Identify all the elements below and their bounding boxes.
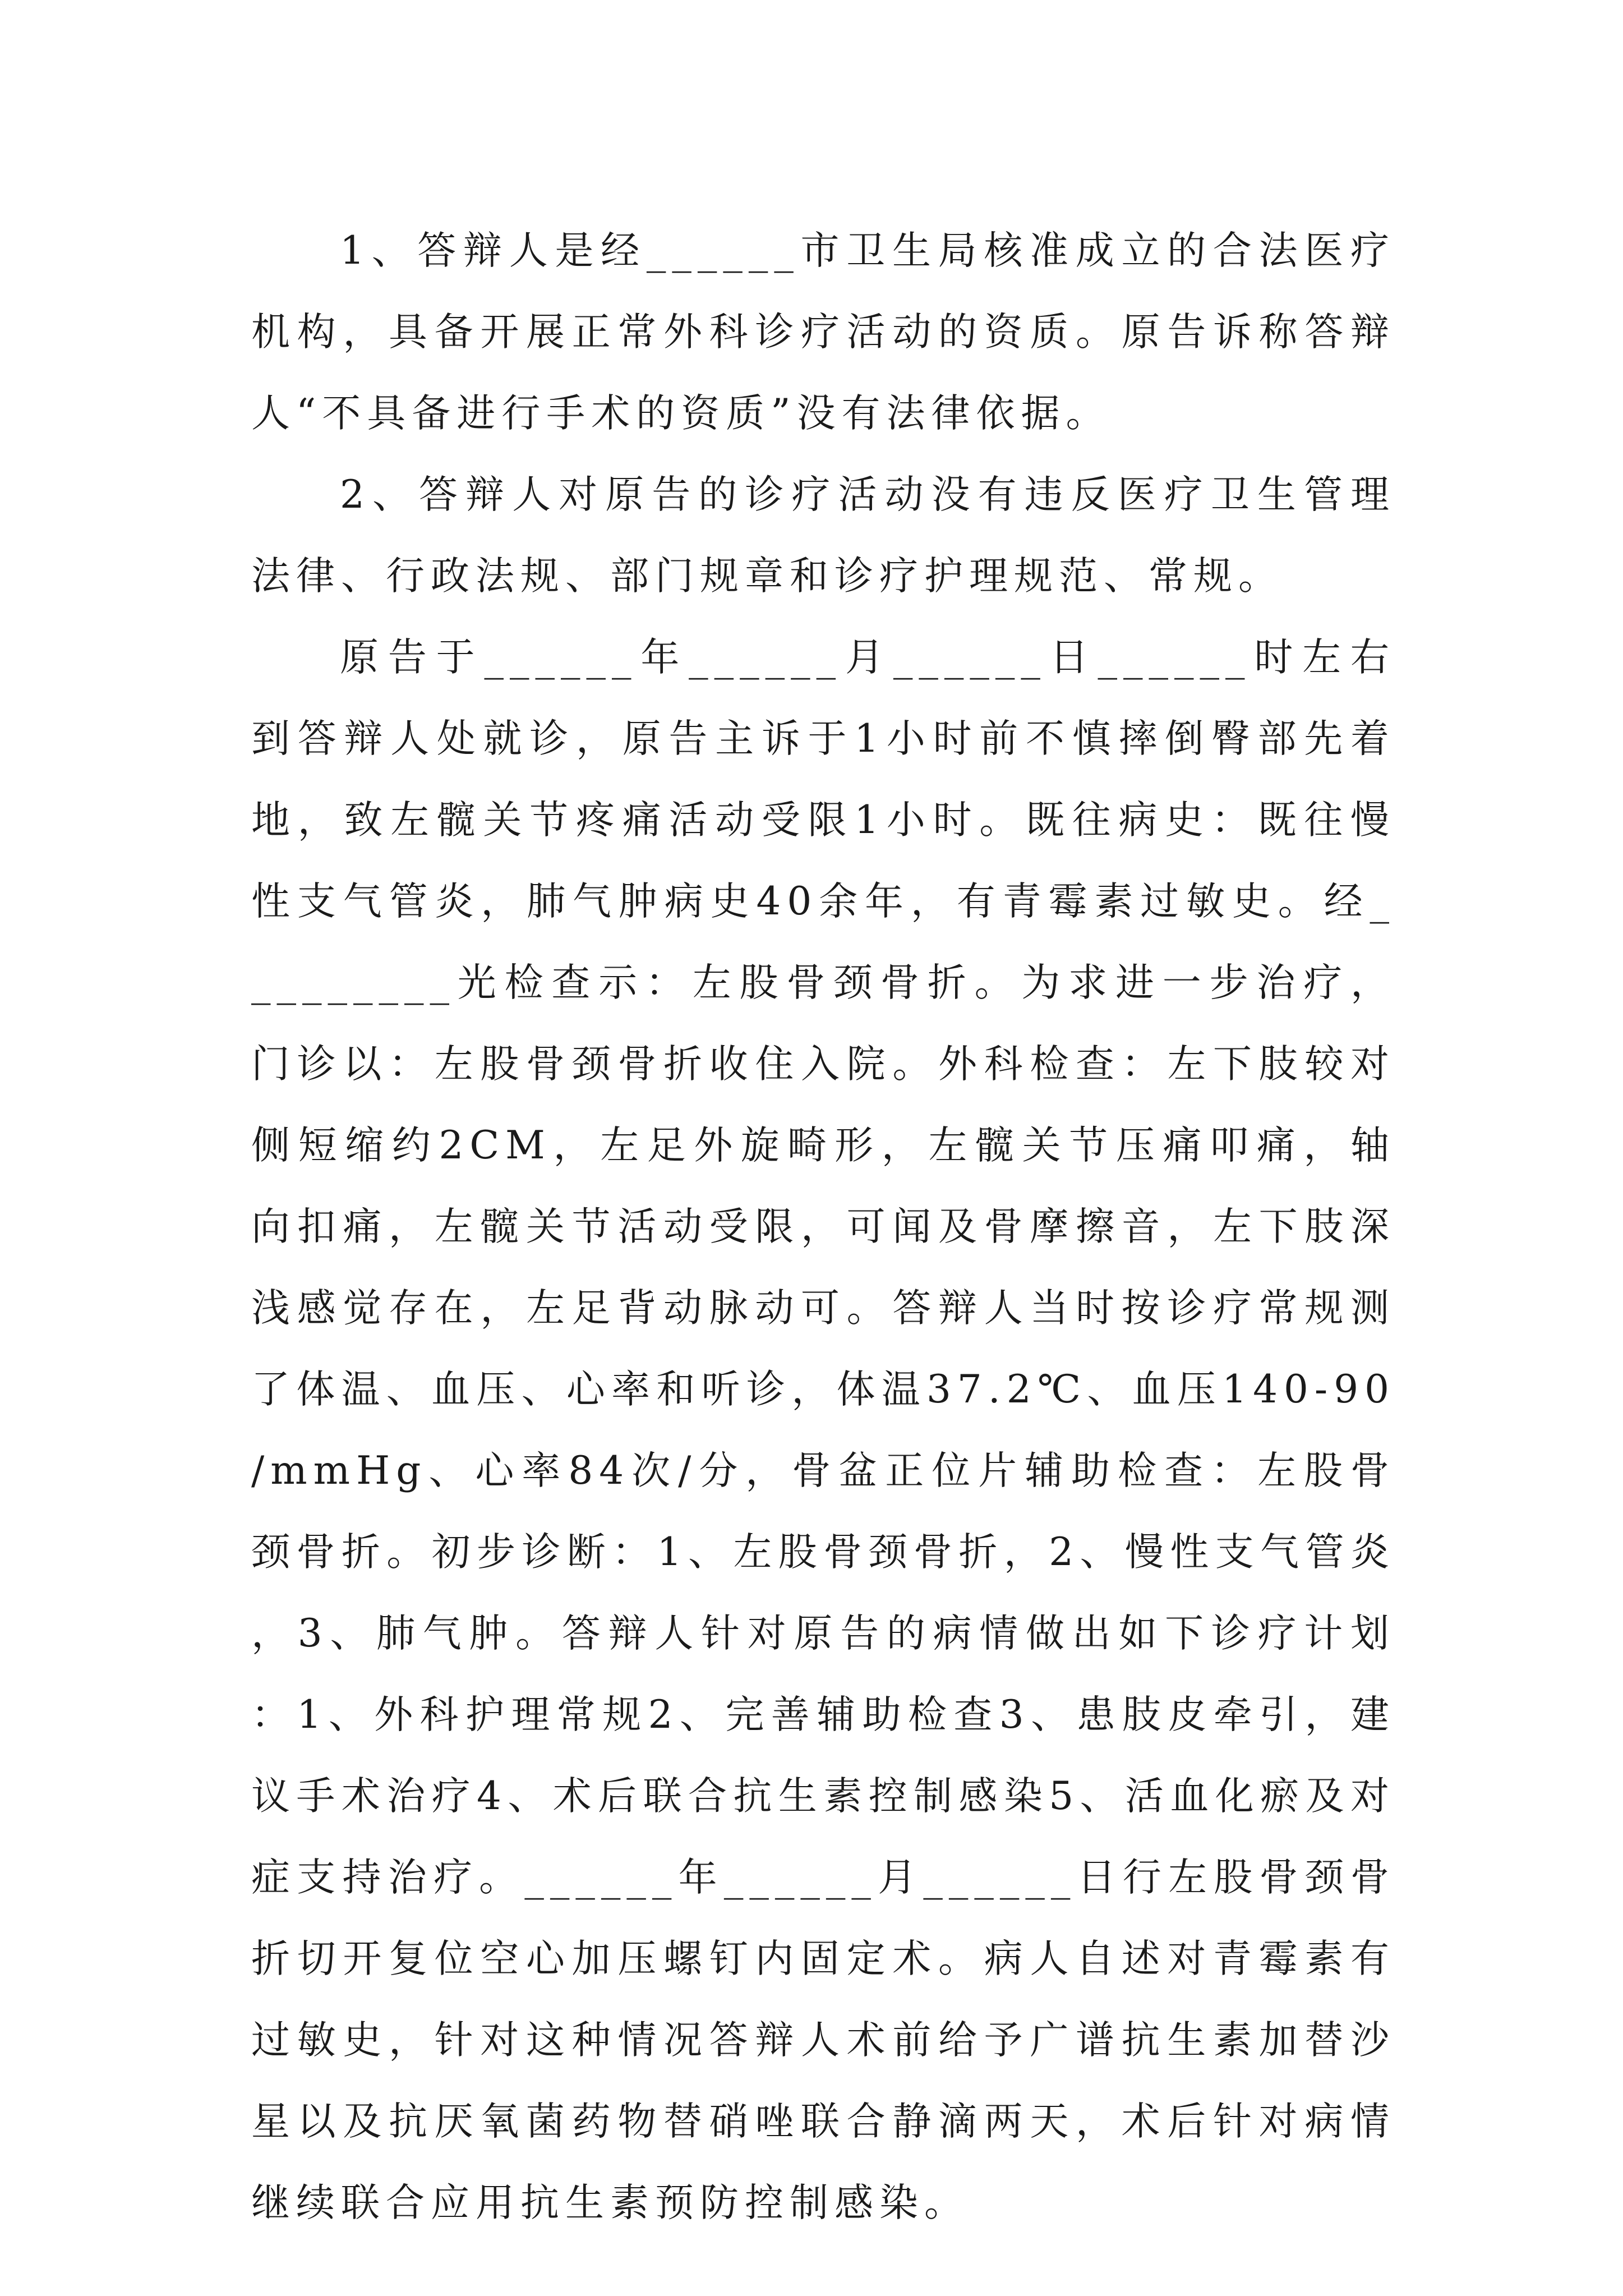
paragraph-2 [251, 454, 1395, 617]
document-body [251, 210, 1395, 2244]
paragraph-3-text: 原告于______年______月______日______时左右到答辩人处就诊，原告主诉于1小时前不慎摔倒臀部先着地，致左髋关节疼痛活动受限1小时。既往病史：既往慢性支气管炎，肺气肿病史40余年，有青霉素过敏史。经_________光检查示：左股骨颈骨折。为求进一步治疗，门诊以：左股骨颈骨折收住入院。外科检查：左下肢较对侧短缩约2CM，左足外旋畸形，左髋关节压痛叩痛，轴向扣痛，左髋关节活动受限，可闻及骨摩擦音，左下肢深浅感觉存在，左足背动脉动可。答辩人当时按诊疗常规测了体温、血压、心率和听诊，体温37.2℃、血压140-90/mmHg、心率84次/分，骨盆正位片辅助检查：左股骨颈骨折。初步诊断：1、左股骨颈骨折，2、慢性支气管炎，3、肺气肿。答辩人针对原告的病情做出如下诊疗计划：1、外科护理常规2、完善辅助检查3、患肢皮牵引，建议手术治疗4、术后联合抗生素控制感染5、活血化瘀及对症支持治疗。______年______月______日行左股骨颈骨折切开复位空心加压螺钉内固定术。病人自述对青霉素有过敏史，针对这种情况答辩人术前给予广谱抗生素加替沙星以及抗厌氧菌药物替硝唑联合静滴两天，术后针对病情继续联合应用抗生素预防控制感染。 [251, 635, 1395, 2225]
paragraph-3 [251, 617, 1395, 2244]
paragraph-1 [251, 210, 1395, 454]
paragraph-2-text: 2、答辩人对原告的诊疗活动没有违反医疗卫生管理法律、行政法规、部门规章和诊疗护理规范、常规。 [251, 472, 1395, 599]
paragraph-1-text: 1、答辩人是经______市卫生局核准成立的合法医疗机构，具备开展正常外科诊疗活动的资质。原告诉称答辩人“不具备进行手术的资质”没有法律依据。 [251, 228, 1395, 436]
